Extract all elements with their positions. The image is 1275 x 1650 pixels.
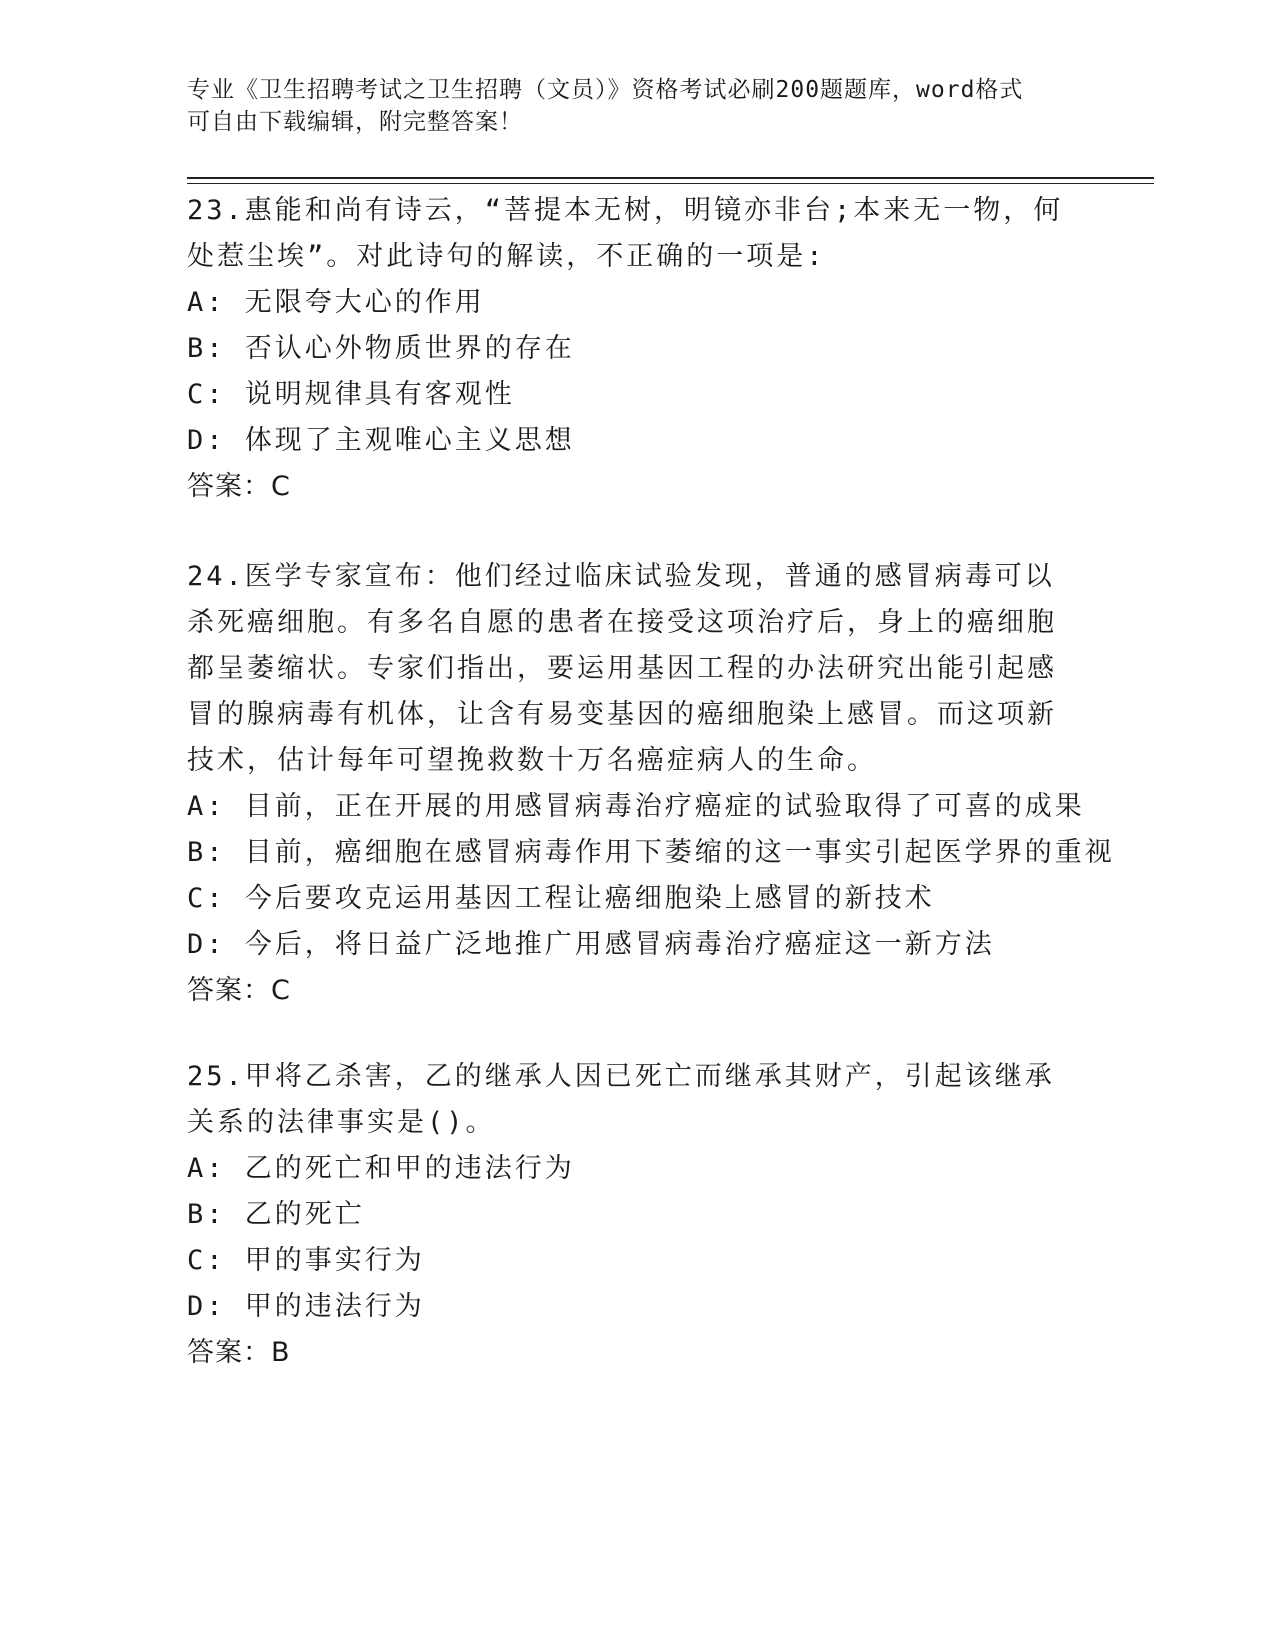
option-c: C: 说明规律具有客观性 xyxy=(187,379,515,410)
option-d: D: 今后，将日益广泛地推广用感冒病毒治疗癌症这一新方法 xyxy=(187,929,995,960)
answer-line: 答案：B xyxy=(187,1337,291,1368)
question-24 xyxy=(187,554,1115,1014)
option-d: D: 甲的违法行为 xyxy=(187,1291,425,1322)
question-stem: 25.甲将乙杀害，乙的继承人因已死亡而继承其财产，引起该继承关系的法律事实是()。 xyxy=(187,1061,1055,1138)
option-a: A: 无限夸大心的作用 xyxy=(187,287,485,318)
question-stem: 24.医学专家宣布：他们经过临床试验发现，普通的感冒病毒可以杀死癌细胞。有多名自愿的患者在接受这项治疗后，身上的癌细胞都呈萎缩状。专家们指出，要运用基因工程的办法研究出能引起感冒的腺病毒有机体，让含有易变基因的癌细胞染上感冒。而这项新技术，估计每年可望挽救数十万名癌症病人的生命。 xyxy=(187,561,1057,776)
option-b: B: 乙的死亡 xyxy=(187,1199,365,1230)
question-25 xyxy=(187,1054,1067,1376)
option-d: D: 体现了主观唯心主义思想 xyxy=(187,425,575,456)
document-header xyxy=(187,74,1067,138)
header-line-2: 可自由下载编辑，附完整答案！ xyxy=(187,109,523,135)
option-a: A: 乙的死亡和甲的违法行为 xyxy=(187,1153,575,1184)
option-c: C: 甲的事实行为 xyxy=(187,1245,425,1276)
header-divider-thick xyxy=(187,177,1154,179)
option-c: C: 今后要攻克运用基因工程让癌细胞染上感冒的新技术 xyxy=(187,883,935,914)
question-stem: 23.惠能和尚有诗云，“菩提本无树，明镜亦非台;本来无一物，何处惹尘埃”。对此诗句的解读，不正确的一项是: xyxy=(187,195,1064,272)
option-b: B: 否认心外物质世界的存在 xyxy=(187,333,575,364)
header-divider-thin xyxy=(187,183,1154,184)
header-line-1: 专业《卫生招聘考试之卫生招聘（文员）》资格考试必刷200题题库，word格式 xyxy=(187,77,1024,103)
answer-line: 答案：C xyxy=(187,975,291,1006)
option-a: A: 目前，正在开展的用感冒病毒治疗癌症的试验取得了可喜的成果 xyxy=(187,791,1085,822)
question-23 xyxy=(187,188,1067,510)
option-b: B: 目前，癌细胞在感冒病毒作用下萎缩的这一事实引起医学界的重视 xyxy=(187,837,1115,868)
answer-line: 答案：C xyxy=(187,471,291,502)
